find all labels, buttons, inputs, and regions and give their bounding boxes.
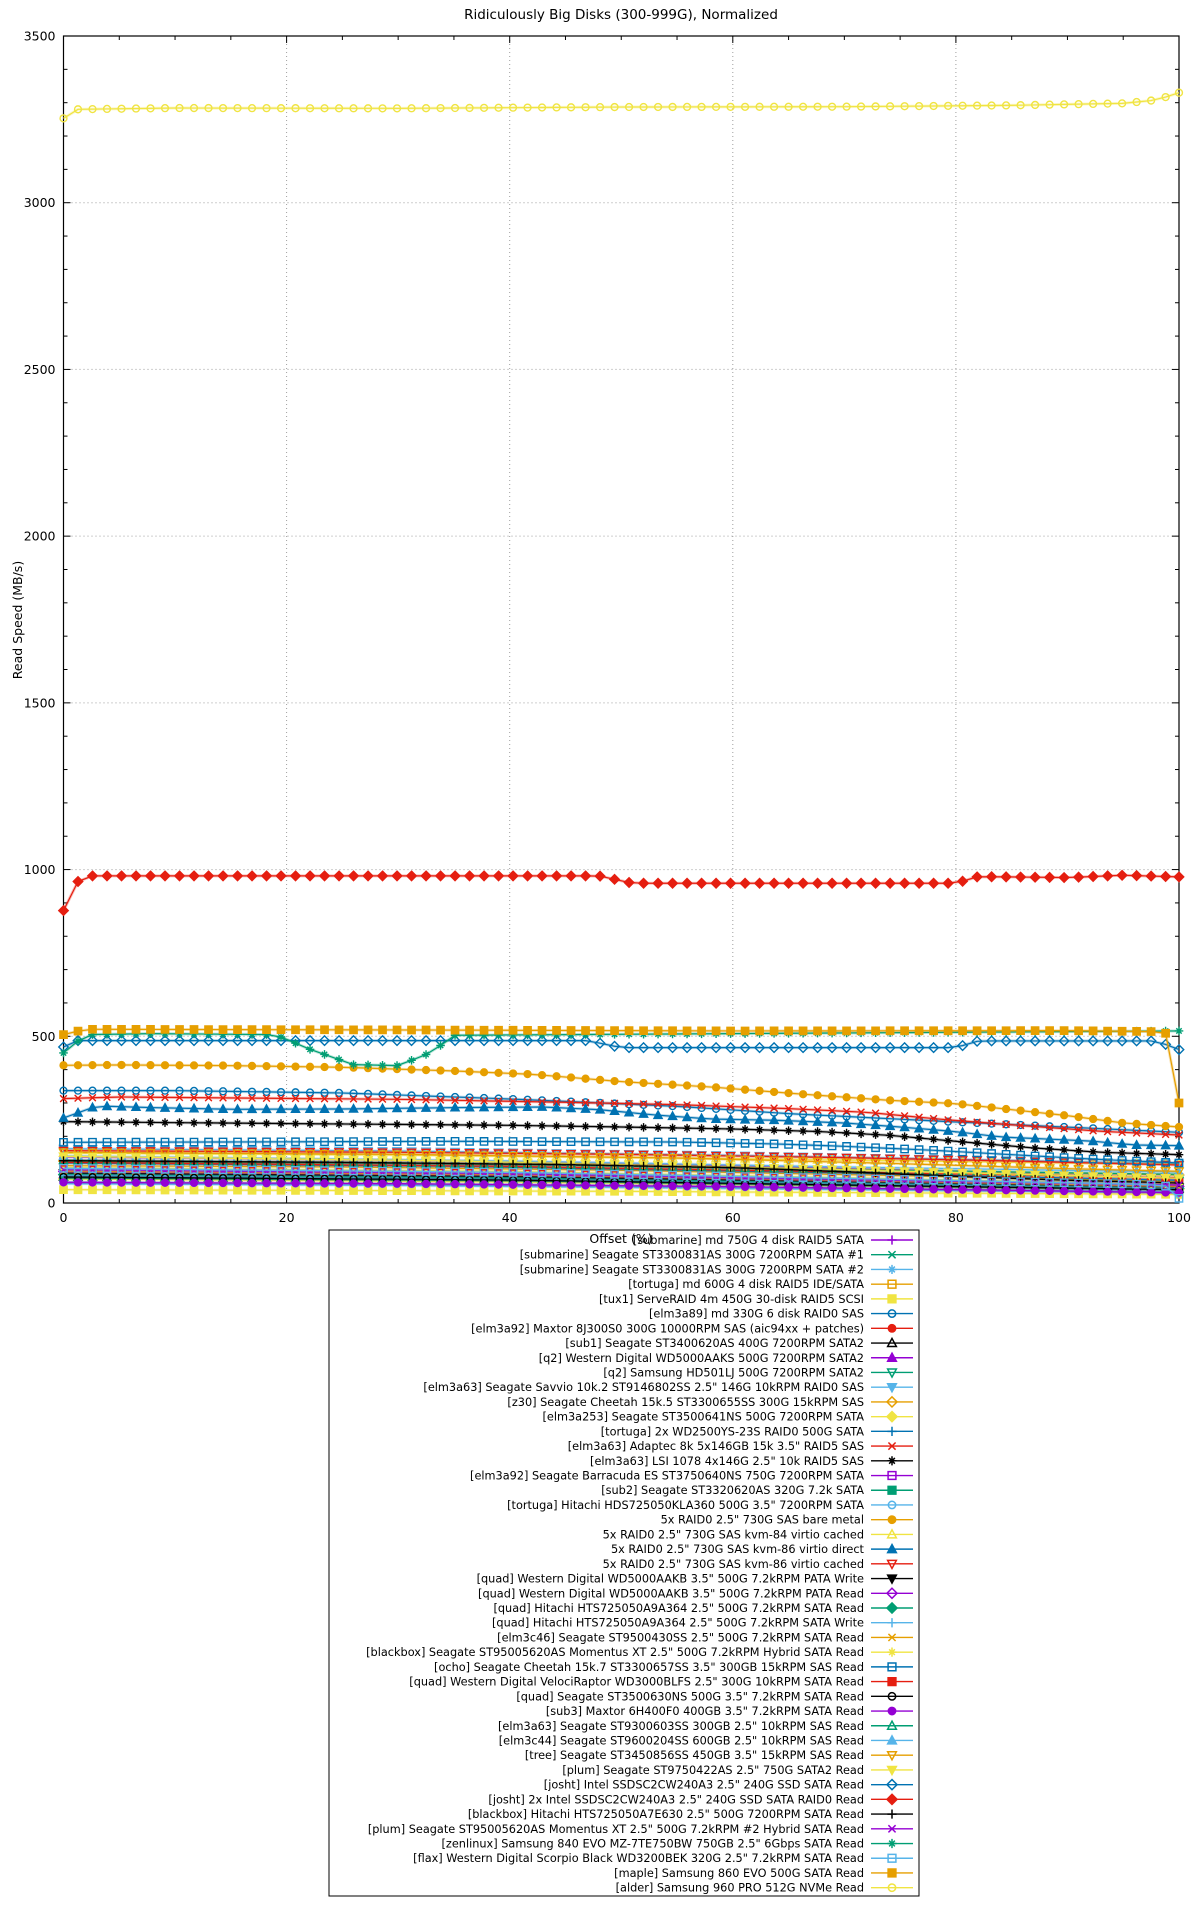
- legend-sample-marker: [887, 1794, 897, 1804]
- y-tick-label: 0: [47, 1195, 56, 1211]
- legend-label: [elm3a92] Seagate Barracuda ES ST3750640NS 750G 7200RPM SATA: [470, 1469, 864, 1483]
- legend-entry: [434, 1661, 913, 1674]
- legend-label: [elm3a63] LSI 1078 4x146G 2.5" 10k RAID5 SAS: [590, 1454, 864, 1468]
- legend-label: [blackbox] Hitachi HTS725050A7E630 2.5" 500G 7200RPM SATA Read: [467, 1808, 864, 1822]
- legend-label: [elm3a63] Seagate ST9300603SS 300GB 2.5" 10kRPM SAS Read: [498, 1719, 864, 1733]
- x-tick-label: 20: [278, 1210, 295, 1225]
- series-38: [59, 1036, 1184, 1054]
- legend-entry: [471, 1322, 913, 1335]
- legend-entry: [601, 1425, 913, 1438]
- legend-label: [elm3a89] md 330G 6 disk RAID0 SAS: [649, 1307, 864, 1321]
- legend-label: [zenlinux] Samsung 840 EVO MZ-7TE750BW 750GB 2.5" 6Gbps SATA Read: [441, 1837, 864, 1851]
- legend-entry: [568, 1440, 913, 1453]
- legend-entry: [590, 1455, 913, 1468]
- legend-label: [alder] Samsung 960 PRO 512G NVMe Read: [615, 1881, 864, 1895]
- legend-sample-marker: [887, 1456, 896, 1465]
- legend-sample-marker: [888, 1486, 896, 1494]
- legend-label: [plum] Seagate ST9750422AS 2.5" 750G SATA2 Read: [562, 1763, 864, 1777]
- legend-label: [tortuga] Hitachi HDS725050KLA360 500G 3.5" 7200RPM SATA: [507, 1498, 864, 1512]
- x-tick-label: 0: [59, 1210, 68, 1225]
- legend-entry: [516, 1690, 913, 1703]
- legend-entry: [614, 1867, 913, 1880]
- legend-entry: [477, 1573, 913, 1586]
- y-tick-label: 1000: [23, 862, 56, 878]
- legend-label: [elm3a92] Maxtor 8J300S0 300G 10000RPM SAS (aic94xx + patches): [471, 1322, 864, 1336]
- legend-entry: [661, 1514, 913, 1527]
- legend-entry: [599, 1293, 913, 1306]
- legend-entry: [649, 1308, 913, 1321]
- legend-label: [blackbox] Seagate ST95005620AS Momentus XT 2.5" 500G 7.2kRPM Hybrid SATA Read: [366, 1646, 864, 1660]
- legend-entry: [520, 1249, 913, 1262]
- y-tick-label: 1500: [23, 695, 56, 711]
- legend-label: 5x RAID0 2.5" 730G SAS kvm-86 virtio cached: [602, 1557, 864, 1571]
- legend-entry: [499, 1734, 913, 1747]
- legend-label: 5x RAID0 2.5" 730G SAS kvm-84 virtio cached: [602, 1528, 864, 1542]
- y-tick-label: 500: [31, 1028, 56, 1044]
- legend-entry: [497, 1631, 913, 1644]
- legend-label: [tortuga] 2x WD2500YS-23S RAID0 500G SATA: [600, 1425, 864, 1439]
- legend-sample-marker: [888, 1325, 895, 1332]
- x-tick-label: 100: [1167, 1210, 1191, 1225]
- legend-label: [submarine] Seagate ST3300831AS 300G 7200RPM SATA #1: [519, 1248, 864, 1262]
- legend-entry: [468, 1808, 913, 1821]
- legend-entry: [520, 1263, 913, 1276]
- legend-entry: [525, 1749, 913, 1762]
- legend-sample-marker: [887, 1809, 896, 1818]
- legend-entry: [507, 1396, 913, 1409]
- series-markers: [60, 1094, 1182, 1139]
- legend-entry: [542, 1411, 913, 1424]
- y-tick-label: 3000: [23, 195, 56, 211]
- legend-label: [ocho] Seagate Cheetah 15k.7 ST3300657SS 3.5" 300GB 15kRPM SAS Read: [434, 1660, 864, 1674]
- legend-label: [tux1] ServeRAID 4m 450G 30-disk RAID5 SCSI: [599, 1292, 864, 1306]
- legend-sample-marker: [888, 1678, 896, 1686]
- legend-entry: [616, 1882, 913, 1895]
- legend-label: [tortuga] md 600G 4 disk RAID5 IDE/SATA: [628, 1278, 864, 1292]
- series-15: [60, 1094, 1182, 1139]
- legend-sample-marker: [888, 1295, 896, 1303]
- legend-label: [quad] Seagate ST3500630NS 500G 3.5" 7.2kRPM SATA Read: [516, 1690, 864, 1704]
- legend-label: [elm3a253] Seagate ST3500641NS 500G 7200RPM SATA: [542, 1410, 864, 1424]
- legend-sample-marker: [887, 1839, 896, 1848]
- legend-entry: [544, 1779, 913, 1792]
- legend-entry: [562, 1764, 913, 1777]
- legend-entry: [603, 1528, 913, 1541]
- legend-entry: [601, 1484, 913, 1497]
- legend-sample-marker: [887, 1427, 896, 1436]
- legend-entry: [603, 1366, 913, 1379]
- x-tick-label: 60: [724, 1210, 741, 1225]
- legend-label: [maple] Samsung 860 EVO 500G SATA Read: [614, 1866, 864, 1880]
- legend-label: [elm3a63] Adaptec 8k 5x146GB 15k 3.5" RAID5 SAS: [567, 1440, 864, 1454]
- series-markers: [60, 1062, 1182, 1131]
- x-tick-label: 40: [501, 1210, 518, 1225]
- legend-label: [sub1] Seagate ST3400620AS 400G 7200RPM SATA2: [565, 1337, 864, 1351]
- y-axis-label: Read Speed (MB/s): [10, 560, 25, 680]
- chart-title: Ridiculously Big Disks (300-999G), Normalized: [464, 7, 778, 23]
- legend-label: 5x RAID0 2.5" 730G SAS bare metal: [660, 1513, 864, 1527]
- series-markers: [59, 1036, 1184, 1054]
- legend-label: [sub3] Maxtor 6H400F0 400GB 3.5" 7.2kRPM SATA Read: [545, 1705, 864, 1719]
- legend-label: [quad] Western Digital WD5000AAKB 3.5" 500G 7.2kRPM PATA Read: [478, 1587, 864, 1601]
- legend-entry: [633, 1234, 913, 1247]
- legend-sample-marker: [887, 1648, 896, 1657]
- y-tick-label: 3500: [23, 28, 56, 44]
- legend-entry: [366, 1646, 913, 1659]
- legend-entry: [423, 1381, 913, 1394]
- y-tick-label: 2000: [23, 528, 56, 544]
- series-20: [60, 1062, 1182, 1131]
- legend-entry: [488, 1793, 913, 1806]
- series-45: [60, 89, 1182, 122]
- legend-sample-marker: [887, 1265, 896, 1274]
- legend-label: [quad] Hitachi HTS725050A9A364 2.5" 500G 7.2kRPM SATA Write: [492, 1616, 864, 1630]
- legend-label: [josht] Intel SSDSC2CW240A3 2.5" 240G SSD SATA Read: [543, 1778, 864, 1792]
- legend-entry: [493, 1602, 913, 1615]
- x-tick-label: 80: [947, 1210, 964, 1225]
- series-39: [59, 871, 1184, 916]
- legend-label: [plum] Seagate ST95005620AS Momentus XT 2.5" 500G 7.2kRPM #2 Hybrid SATA Read: [367, 1822, 864, 1836]
- legend-entry: [539, 1352, 913, 1365]
- plot-area: [24, 29, 1191, 1897]
- legend-entry: [611, 1543, 913, 1556]
- legend-entry: [442, 1838, 914, 1851]
- x-axis-label: Offset (%): [589, 1231, 653, 1246]
- legend-label: [submarine] Seagate ST3300831AS 300G 7200RPM SATA #2: [519, 1263, 864, 1277]
- legend-entry: [628, 1278, 913, 1291]
- legend-label: [elm3c44] Seagate ST9600204SS 600GB 2.5" 10kRPM SAS Read: [498, 1734, 864, 1748]
- legend-label: [quad] Western Digital VelociRaptor WD3000BLFS 2.5" 300G 10kRPM SATA Read: [409, 1675, 864, 1689]
- legend-entry: [507, 1499, 913, 1512]
- legend-entry: [368, 1823, 913, 1836]
- legend-sample-marker: [887, 1235, 896, 1244]
- legend-entry: [413, 1852, 913, 1865]
- y-tick-label: 2500: [23, 361, 56, 377]
- legend-entry: [478, 1587, 913, 1600]
- legend-label: [quad] Hitachi HTS725050A9A364 2.5" 500G 7.2kRPM SATA Read: [493, 1602, 864, 1615]
- legend-label: [q2] Western Digital WD5000AAKS 500G 7200RPM SATA2: [538, 1351, 864, 1365]
- legend-label: [quad] Western Digital WD5000AAKB 3.5" 500G 7.2kRPM PATA Write: [476, 1572, 864, 1586]
- legend-label: [submarine] md 750G 4 disk RAID5 SATA: [632, 1234, 864, 1247]
- legend-label: 5x RAID0 2.5" 730G SAS kvm-86 virtio direct: [610, 1543, 864, 1557]
- legend-entry: [546, 1705, 913, 1718]
- legend-label: [q2] Samsung HD501LJ 500G 7200RPM SATA2: [603, 1366, 864, 1380]
- legend-label: [z30] Seagate Cheetah 15k.5 ST3300655SS 300G 15kRPM SAS: [507, 1395, 864, 1409]
- legend-entry: [498, 1720, 913, 1733]
- legend-sample-marker: [887, 1412, 897, 1422]
- legend-entry: [492, 1617, 913, 1630]
- legend-label: [josht] 2x Intel SSDSC2CW240A3 2.5" 240G SSD SATA RAID0 Read: [488, 1793, 864, 1807]
- legend-label: [flax] Western Digital Scorpio Black WD3200BEK 320G 2.5" 7.2kRPM SATA Read: [413, 1852, 864, 1866]
- legend-label: [elm3c46] Seagate ST9500430SS 2.5" 500G 7.2kRPM SATA Read: [497, 1631, 864, 1645]
- legend-label: [sub2] Seagate ST3320620AS 320G 7.2k SATA: [601, 1484, 864, 1498]
- legend-sample-marker: [887, 1603, 897, 1613]
- legend-sample-marker: [888, 1707, 895, 1714]
- legend-label: [elm3a63] Seagate Savvio 10k.2 ST9146802SS 2.5" 146G 10kRPM RAID0 SAS: [423, 1381, 864, 1395]
- legend-entry: [409, 1676, 913, 1689]
- legend-sample-marker: [888, 1516, 895, 1523]
- legend-entry: [470, 1470, 913, 1483]
- plot-border: [64, 36, 1180, 1203]
- legend-entry: [603, 1558, 913, 1571]
- legend-label: [tree] Seagate ST3450856SS 450GB 3.5" 15kRPM SAS Read: [524, 1749, 864, 1763]
- legend-entry: [565, 1337, 913, 1350]
- legend-sample-marker: [888, 1869, 896, 1877]
- legend-sample-marker: [887, 1618, 896, 1627]
